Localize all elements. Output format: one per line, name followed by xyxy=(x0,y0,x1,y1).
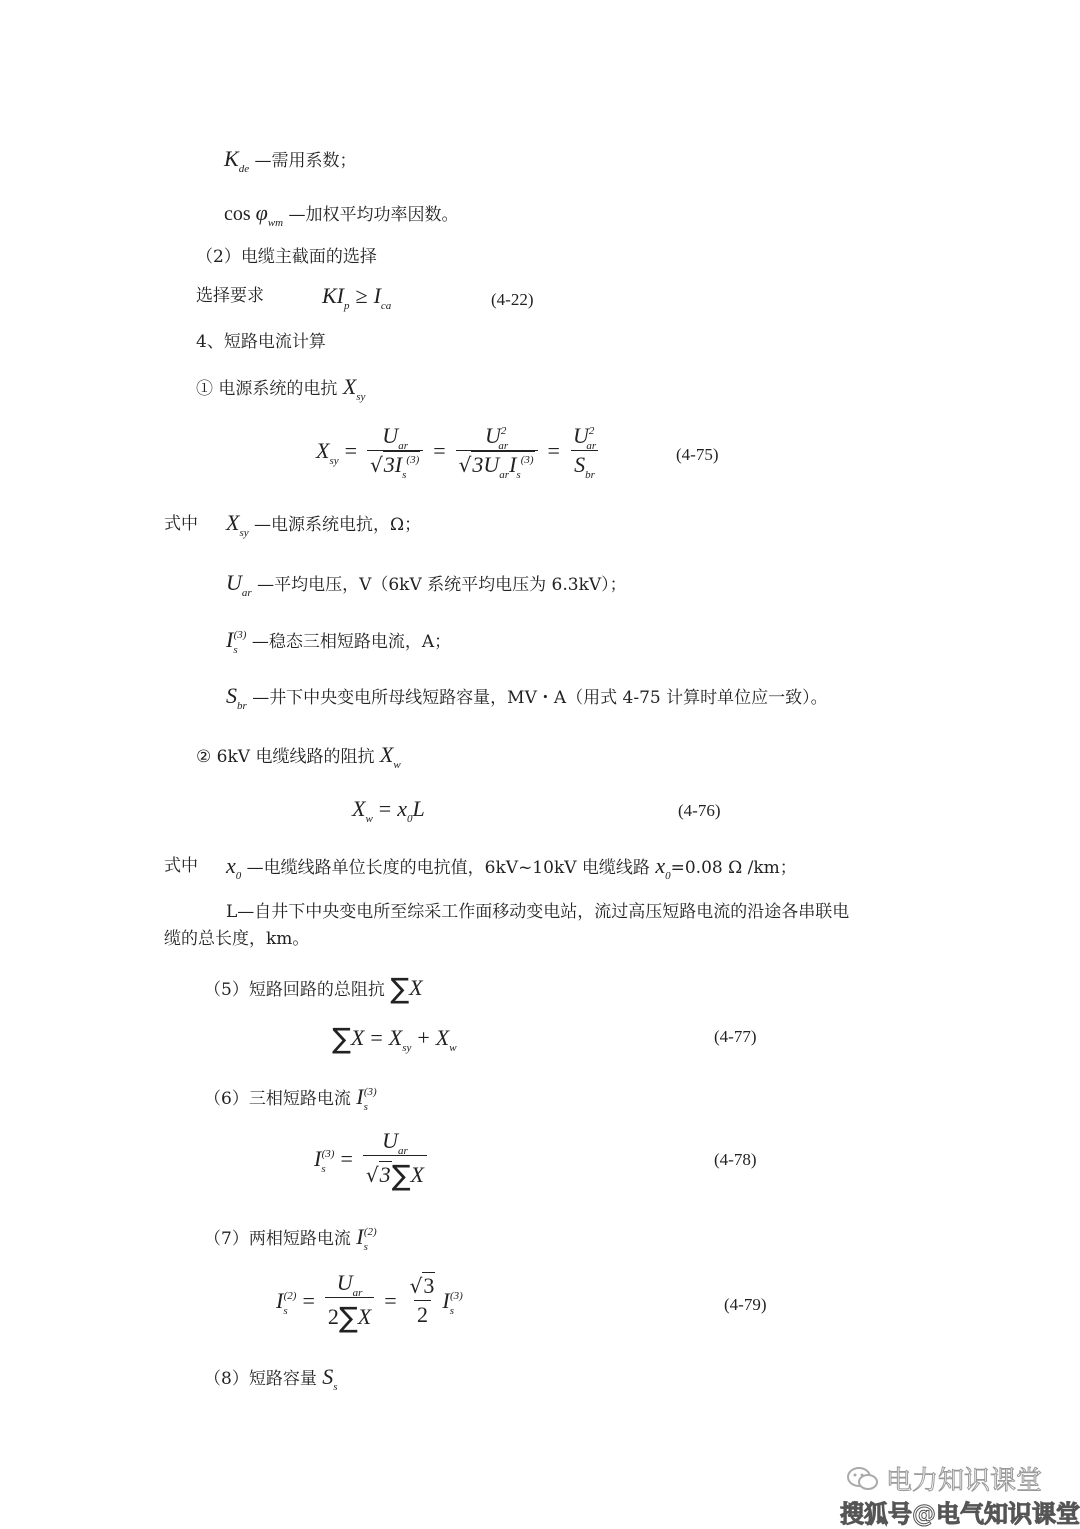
L-definition-line2: 缆的总长度，km。 xyxy=(164,929,310,949)
x0-symbol-2: $x_0$ xyxy=(655,853,671,882)
sbr-text: —井下中央变电所母线短路容量，MV・A（用式 4-75 计算时单位应一致）。 xyxy=(252,688,828,708)
item-1-text: ① 电源系统的电抗 xyxy=(196,379,338,399)
cos-text: —加权平均功率因数。 xyxy=(288,205,459,225)
kde-text: —需用系数； xyxy=(254,151,357,171)
xsy-definition xyxy=(226,510,422,539)
sbr-symbol: $S_{br}$ xyxy=(226,683,247,712)
watermark-channel xyxy=(846,1460,1042,1497)
formula-4-77: $\sum X = X_{sy} + X_w$ xyxy=(332,1022,457,1055)
is3-definition xyxy=(226,627,452,656)
cos-definition xyxy=(224,200,459,229)
eq-number-4-76: (4-76) xyxy=(678,801,721,820)
x0-text-b: =0.08 Ω /km； xyxy=(670,858,797,878)
xsy-symbol: $X_{sy}$ xyxy=(342,374,366,403)
section-4-heading: 4、短路电流计算 xyxy=(196,332,326,352)
watermark-line1: 电力知识课堂 xyxy=(886,1466,1043,1496)
is2-symbol-heading: $I_s^{(2)}$ xyxy=(356,1224,377,1253)
section-8-text: （8）短路容量 xyxy=(204,1369,317,1389)
xw-symbol: $X_w$ xyxy=(379,742,401,771)
section-6-text: （6）三相短路电流 xyxy=(204,1089,351,1109)
section-8-heading xyxy=(204,1364,338,1393)
section-6-heading xyxy=(204,1084,377,1113)
eq-number-4-77: (4-77) xyxy=(714,1027,757,1046)
is3-symbol: $I_s^{(3)}$ xyxy=(226,627,247,656)
x0-text-a: —电缆线路单位长度的电抗值，6kV~10kV 电缆线路 xyxy=(246,858,650,878)
L-definition-line1: L—自井下中央变电所至综采工作面移动变电站，流过高压短路电流的沿途各串联电 xyxy=(226,902,850,922)
is3-text: —稳态三相短路电流，A； xyxy=(251,632,452,652)
item-2-text: ② 6kV 电缆线路的阻抗 xyxy=(196,747,375,767)
item-1-heading xyxy=(196,374,366,403)
section-7-heading xyxy=(204,1224,377,1253)
eq-number-4-78: (4-78) xyxy=(714,1150,757,1169)
formula-4-76: $X_w = x_0L$ xyxy=(352,796,425,825)
watermark-line2: 搜狐号@电气知识课堂 xyxy=(840,1500,1080,1528)
uar-symbol: $U_{ar}$ xyxy=(226,570,252,599)
section-5-text: （5）短路回路的总阻抗 xyxy=(204,980,385,1000)
where-label: 式中 xyxy=(164,514,198,534)
kde-symbol: $K_{de}$ xyxy=(224,146,250,175)
eq-number-4-22: (4-22) xyxy=(491,290,534,309)
formula-4-78: $I_s^{(3)}$ = $\frac{U_{ar}}{√3\sum X}$ xyxy=(314,1130,431,1187)
formula-4-75: $X_{sy}$ = $\frac{U_{ar}}{√3I_s^{(3)}}$ = $\frac{U^2_{ar}}{√3U_{ar}I_s^{(3)}}$ = $\frac{U^2_{ar}}{S_{br}}$ xyxy=(316,423,597,481)
formula-4-79: $I_s^{(2)}$ = $\frac{U_{ar}}{2\sum X}$ = $\frac{√3}{2}$ $I_s^{(3)}$ xyxy=(276,1270,463,1334)
eq-number-4-79: (4-79) xyxy=(724,1295,767,1314)
xsy-symbol-def: $X_{sy}$ xyxy=(226,510,249,539)
sum-x-symbol: ∑X xyxy=(390,972,423,1005)
selection-requirement xyxy=(196,288,264,305)
uar-text: —平均电压，V（6kV 系统平均电压为 6.3kV）； xyxy=(257,575,627,595)
select-req-label: 选择要求 xyxy=(196,286,264,306)
item-2-heading xyxy=(196,742,401,771)
wechat-icon xyxy=(846,1466,880,1492)
section-5-heading xyxy=(204,972,423,1005)
eq-number-4-75: (4-75) xyxy=(676,445,719,464)
x0-definition xyxy=(226,853,797,882)
cos-symbol: $\cos \varphi_{wm}$ xyxy=(224,200,284,229)
section-2-heading: （2）电缆主截面的选择 xyxy=(196,247,377,267)
is3-symbol-heading: $I_s^{(3)}$ xyxy=(356,1084,377,1113)
where-label-2: 式中 xyxy=(164,856,198,876)
ss-symbol: $S_s$ xyxy=(322,1364,338,1393)
formula-4-22: $KI_p \ge I_{ca}$ xyxy=(322,283,392,312)
sbr-definition xyxy=(226,683,828,712)
xsy-text: —电源系统电抗，Ω； xyxy=(254,515,422,535)
kde-definition xyxy=(224,146,357,175)
section-7-text: （7）两相短路电流 xyxy=(204,1229,351,1249)
x0-symbol: $x_0$ xyxy=(226,853,242,882)
uar-definition xyxy=(226,570,627,599)
